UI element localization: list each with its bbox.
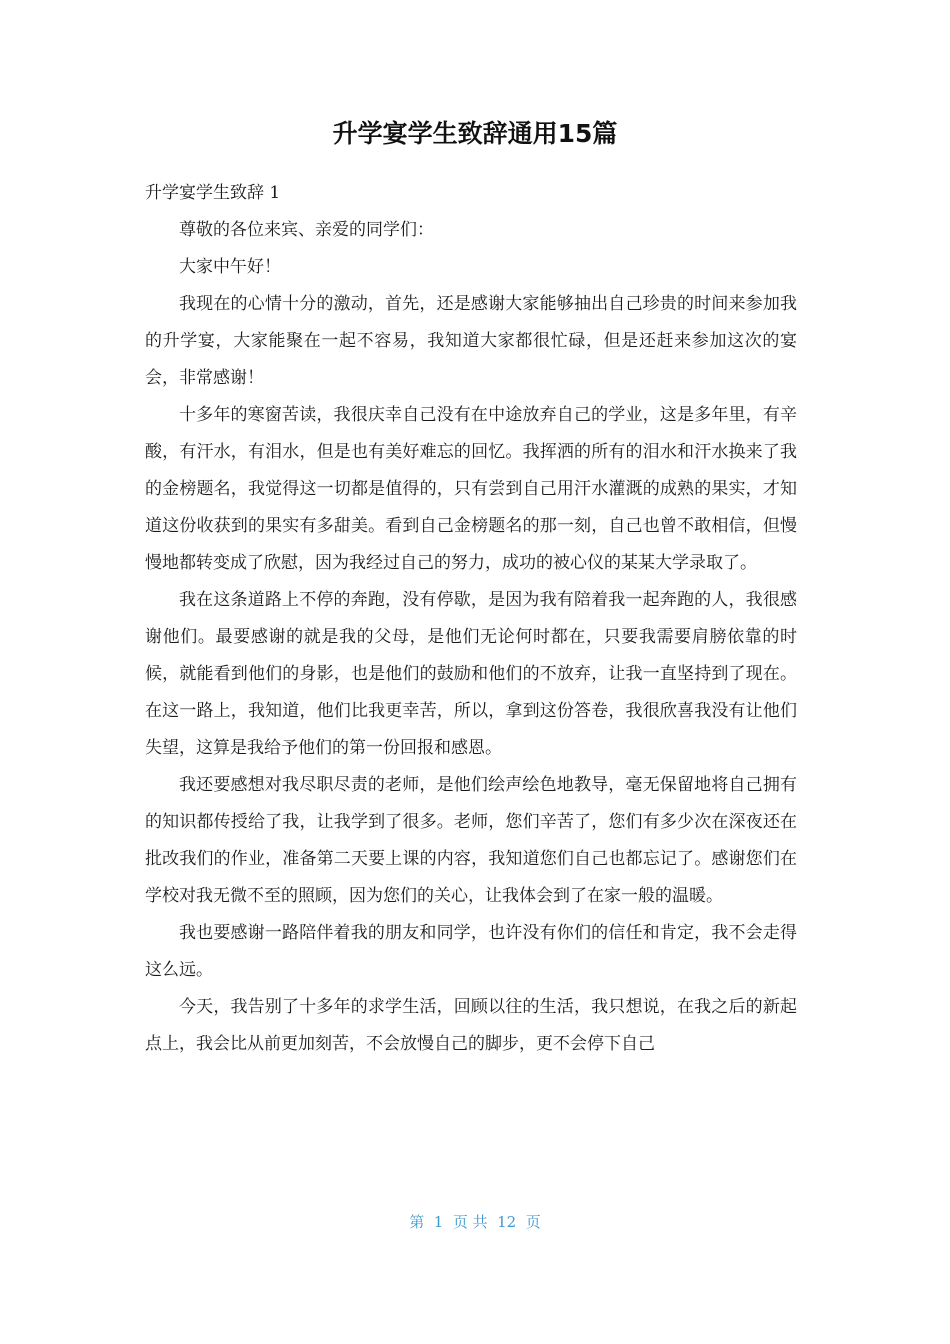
greeting-paragraph: 大家中午好！ — [179, 257, 281, 277]
section-heading: 升学宴学生致辞 1 — [145, 183, 281, 203]
body-paragraph: 我也要感谢一路陪伴着我的朋友和同学，也许没有你们的信任和肯定，我不会走得这么远。 — [145, 923, 797, 980]
body-paragraph: 我还要感想对我尽职尽责的老师，是他们绘声绘色地教导，毫无保留地将自己拥有的知识都传授给了我，让我学到了很多。老师，您们辛苦了，您们有多少次在深夜还在批改我们的作业，准备第二天要上课的内容，我知道您们自己也都忘记了。感谢您们在学校对我无微不至的照顾，因为您们的关心，让我体会到了在家一般的温暖。 — [145, 775, 797, 906]
body-paragraph: 今天，我告别了十多年的求学生活，回顾以往的生活，我只想说，在我之后的新起点上，我会比从前更加刻苦，不会放慢自己的脚步，更不会停下自己 — [145, 997, 797, 1054]
body-paragraph: 我现在的心情十分的激动，首先，还是感谢大家能够抽出自己珍贵的时间来参加我的升学宴，大家能聚在一起不容易，我知道大家都很忙碌，但是还赶来参加这次的宴会，非常感谢！ — [145, 294, 797, 388]
body-paragraph: 十多年的寒窗苦读，我很庆幸自己没有在中途放弃自己的学业，这是多年里，有辛酸，有汗水，有泪水，但是也有美好难忘的回忆。我挥洒的所有的泪水和汗水换来了我的金榜题名，我觉得这一切都是值得的，只有尝到自己用汗水灌溉的成熟的果实，才知道这份收获到的果实有多甜美。看到自己金榜题名的那一刻，自己也曾不敢相信，但慢慢地都转变成了欣慰，因为我经过自己的努力，成功的被心仪的某某大学录取了。 — [145, 405, 797, 573]
document-body — [145, 175, 797, 1063]
page-number-footer: 第 1 页 共 12 页 — [409, 1213, 541, 1231]
body-paragraph: 我在这条道路上不停的奔跑，没有停歇，是因为我有陪着我一起奔跑的人，我很感谢他们。最要感谢的就是我的父母，是他们无论何时都在，只要我需要肩膀依靠的时候，就能看到他们的身影，也是他们的鼓励和他们的不放弃，让我一直坚持到了现在。在这一路上，我知道，他们比我更幸苦，所以，拿到这份答卷，我很欣喜我没有让他们失望，这算是我给予他们的第一份回报和感恩。 — [145, 590, 797, 758]
document-title: 升学宴学生致辞通用15篇 — [332, 119, 618, 148]
salutation-paragraph: 尊敬的各位来宾、亲爱的同学们： — [179, 220, 434, 240]
